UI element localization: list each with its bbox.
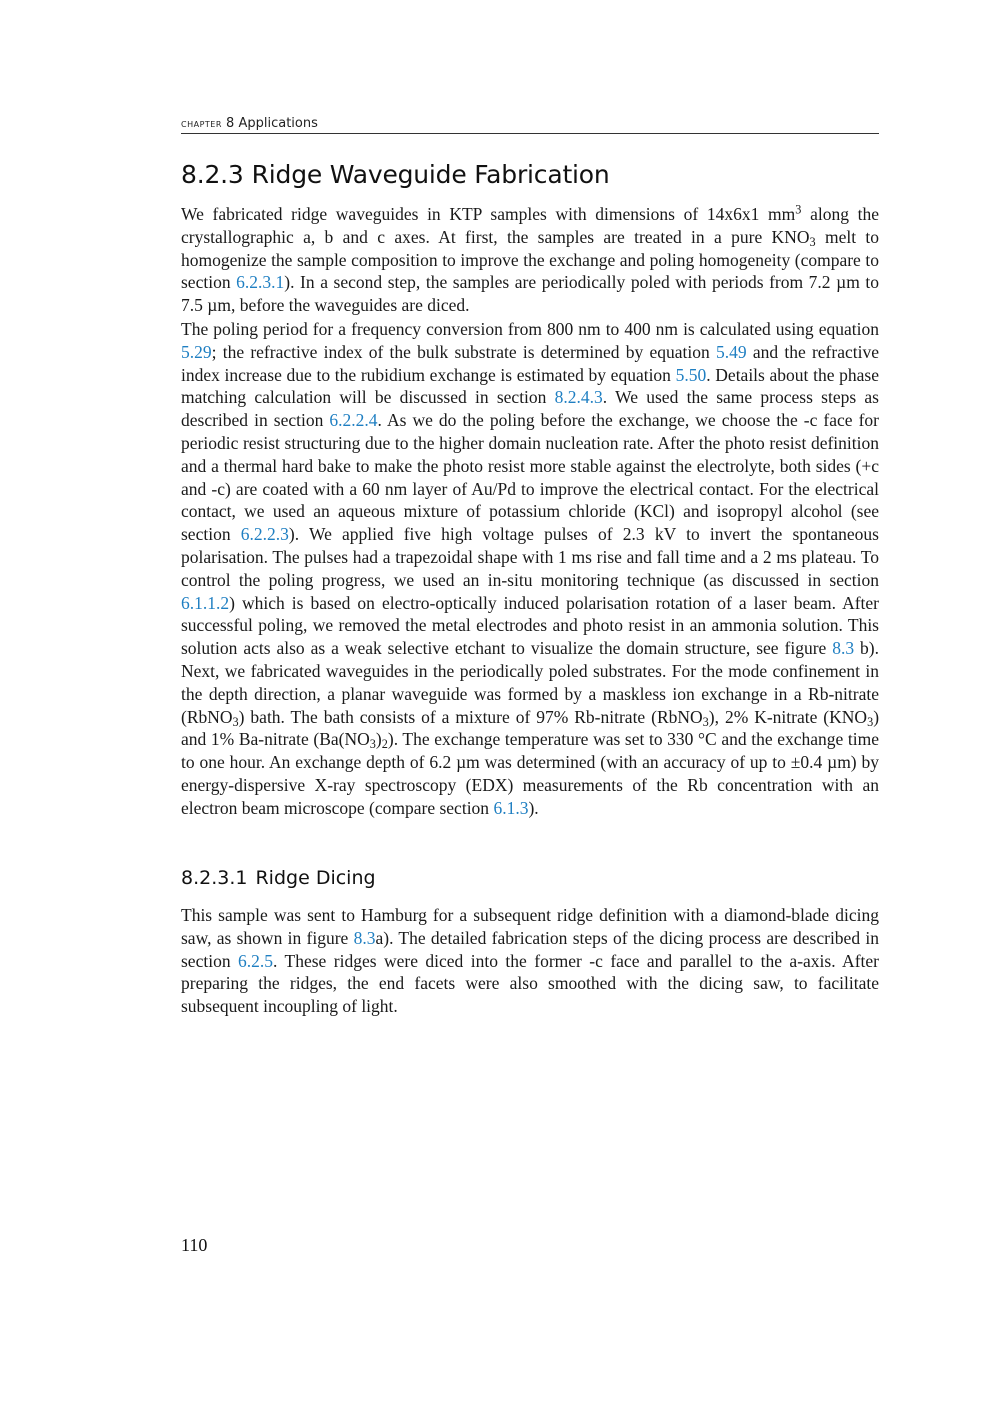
subscript: 3 [809, 234, 816, 249]
ref-section-6-1-3[interactable]: 6.1.3 [493, 797, 529, 818]
ref-figure-8-3-b[interactable]: 8.3 [832, 638, 855, 659]
text-run: ) and 1% Ba-nitrate (Ba(NO [181, 706, 880, 750]
text-run: . As we do the poling before the exchange, we choose the -c face for periodic resist structuring due to the higher domain nucleation rate. After the photo resist definition and a thermal hard bake to make the photo resist more stable against the electrolyte, both sides (+c and -c) are coated with a 60 nm layer of Au/Pd to improve the electrical contact. For the electrical contact, we used an aqueous mixture of potassium chloride (KCl) and isopropyl alcohol (see section [181, 410, 880, 545]
text-run: This sample was sent to Hamburg for a subsequent ridge definition with a diamond-blade dicing saw, as shown in figure [181, 905, 879, 948]
subscript: 2 [381, 737, 388, 752]
text-run: . These ridges were diced into the former -c face and parallel to the a-axis. After preparing the ridges, the end facets were also smoothed with the dicing saw, to facilitate subsequent incoupling of light. [181, 950, 879, 1017]
text-run: ). We applied five high voltage pulses of 2.3 kV to invert the spontaneous polarisation. The pulses had a trapezoidal shape with 1 ms rise and fall time and a 2 ms plateau. To control the poling progress, we used an in-situ monitoring technique (as discussed in section [181, 524, 879, 590]
section-number: 8.2.3 [181, 160, 244, 189]
text-run: The poling period for a frequency conversion from 800 nm to 400 nm is calculated using equation [181, 319, 879, 339]
text-run: melt to homogenize the sample composition to improve the exchange and poling homogeneity (compare to section [181, 226, 880, 293]
subscript: 3 [702, 714, 709, 729]
text-run: ). The exchange temperature was set to 330 °C and the exchange time to one hour. An exchange depth of 6.2 µm was determined (with an accuracy of up to ±0.4 µm) by energy-dispersive X-ray spectroscopy (EDX) measurements of the Rb concentration with an electron beam microscope (compare section [181, 729, 880, 818]
subscript: 3 [369, 737, 376, 752]
subsection-number: 8.2.3.1 [181, 867, 248, 889]
superscript: 3 [795, 202, 802, 217]
text-run: and the refractive index increase due to the rubidium exchange is estimated by equation [181, 341, 879, 385]
text-run: a). The detailed fabrication steps of the dicing process are described in section [181, 927, 879, 971]
subsection-title [181, 867, 376, 889]
paragraph-3 [181, 904, 879, 1018]
ref-section-6-2-2-4[interactable]: 6.2.2.4 [329, 410, 378, 431]
ref-section-6-2-3-1[interactable]: 6.2.3.1 [236, 272, 285, 293]
ref-section-6-2-5[interactable]: 6.2.5 [238, 950, 274, 971]
subscript: 3 [867, 714, 874, 729]
ref-section-6-2-2-3[interactable]: 6.2.2.3 [240, 524, 289, 545]
running-header [181, 116, 879, 134]
text-run: . Details about the phase matching calculation will be discussed in section [181, 364, 879, 408]
ref-equation-5-49[interactable]: 5.49 [715, 341, 747, 362]
paragraph-2 [181, 318, 879, 820]
text-run: ) bath. The bath consists of a mixture of 97% Rb-nitrate (RbNO [238, 706, 703, 727]
subsection-title-text: Ridge Dicing [255, 867, 376, 889]
text-run: b). Next, we fabricated waveguides in the periodically poled substrates. For the mode confinement in the depth direction, a planar waveguide was formed by a maskless ion exchange in a Rb-nitrate (RbNO [181, 638, 879, 727]
chapter-title: Applications [238, 116, 318, 131]
page-number: 110 [181, 1235, 208, 1255]
text-run: We fabricated ridge waveguides in KTP samples with dimensions of 14x6x1 mm [181, 204, 796, 224]
ref-equation-5-50[interactable]: 5.50 [675, 364, 707, 385]
text-run: ), 2% K-nitrate (KNO [708, 706, 868, 727]
text-run: ; the refractive index of the bulk substrate is determined by equation [211, 341, 716, 362]
ref-section-8-2-4-3[interactable]: 8.2.4.3 [554, 387, 603, 408]
text-run: along the crystallographic a, b and c axes. At first, the samples are treated in a pure KNO [181, 204, 879, 247]
text-run: ) [375, 729, 382, 750]
ref-equation-5-29[interactable]: 5.29 [181, 341, 212, 362]
ref-figure-8-3-a[interactable]: 8.3 [353, 927, 376, 948]
section-title [181, 160, 610, 189]
chapter-number: 8 [226, 116, 235, 131]
section-title-text: Ridge Waveguide Fabrication [251, 160, 610, 189]
paragraph-1 [181, 203, 879, 317]
text-run: ) which is based on electro-optically induced polarisation rotation of a laser beam. After successful poling, we removed the metal electrodes and photo resist in an ammonia solution. This solution acts also as a weak selective etchant to visualize the domain structure, see figure [181, 592, 879, 659]
text-run: . We used the same process steps as described in section [181, 387, 879, 431]
ref-section-6-1-1-2[interactable]: 6.1.1.2 [181, 592, 230, 613]
text-run: ). [528, 797, 539, 818]
chapter-word: chapter [181, 116, 222, 130]
text-run: ). In a second step, the samples are periodically poled with periods from 7.2 µm to 7.5 µm, before the waveguides are diced. [181, 272, 879, 316]
subscript: 3 [232, 714, 239, 729]
